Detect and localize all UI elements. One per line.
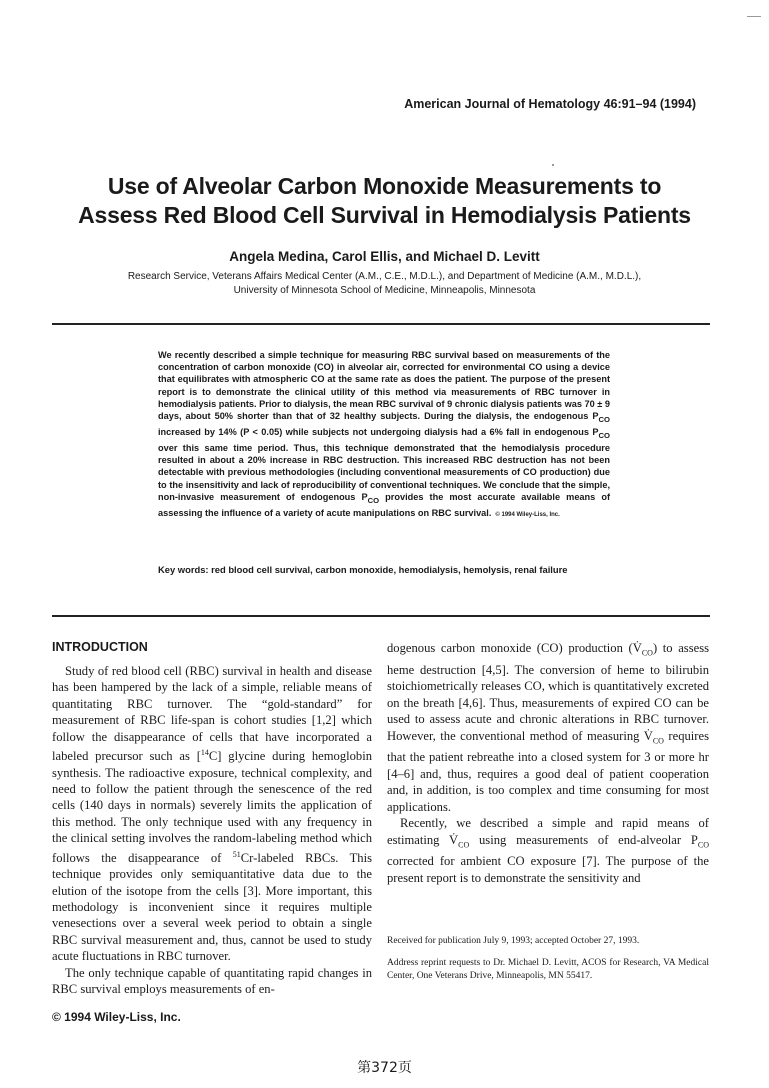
left-column: [52, 640, 372, 998]
intro-p3-sub-1: CO: [641, 648, 653, 658]
intro-p3-text-a: dogenous carbon monoxide (CO) production (V̇: [387, 641, 642, 655]
intro-p3-text-b: ) to assess heme destruction [4,5]. The conversion of heme to bilirubin stoichiometrically releases CO, which is quantitatively excreted on the breath [4,6]. Thus, measurements of expired CO can be used to assess acute and chronic alterations in RBC turnover. However, the conventional method of measuring V̇: [387, 641, 709, 743]
intro-paragraph-4: [387, 815, 709, 886]
abstract-text-2: increased by 14% (P < 0.05) while subjects not undergoing dialysis had a 6% fall in endogenous P: [158, 427, 599, 438]
journal-citation: American Journal of Hematology 46:91–94 (1994): [404, 97, 696, 111]
abstract-copyright: © 1994 Wiley-Liss, Inc.: [495, 511, 560, 518]
right-column: [387, 640, 709, 886]
affiliation: [60, 270, 709, 298]
authors: Angela Medina, Carol Ellis, and Michael D. Levitt: [229, 249, 540, 264]
intro-p1-text-b: C] glycine during hemoglobin synthesis. The radioactive exposure, technical complexity, and need to follow the patient through the senescence of the red cells (140 days in normals) severely limits the application of this method. The only technique used with any frequency in the clinical setting involves the random-labeling method which follows the disappearance of: [52, 749, 372, 865]
intro-p4-text-c: corrected for ambient CO exposure [7]. The purpose of the present report is to demonstrate the sensitivity and: [387, 854, 709, 885]
page-number: 第372页: [357, 1060, 412, 1076]
title-line-1: Use of Alveolar Carbon Monoxide Measurements to: [107, 173, 662, 199]
intro-paragraph-2: The only technique capable of quantitating rapid changes in RBC survival employs measurements of en-: [52, 965, 372, 997]
abstract: [158, 349, 610, 521]
scan-mark: [747, 16, 761, 17]
intro-body-right: [387, 640, 709, 886]
abstract-sub-3: CO: [367, 495, 380, 505]
intro-p3-text-c: requires that the patient rebreathe into a closed system for 3 or more hr [4–6] and, thus, requires a good deal of patient cooperation and, in addition, is too complex and time consuming for most applications.: [387, 728, 709, 814]
intro-p1-text-c: Cr-labeled RBCs. This technique provides only semiquantitative data due to the elution of the isotope from the cells [3]. More important, this methodology is inconvenient since it requires multiple venesections over a several week period to obtain a single RBC survival measurement and, thus, cannot be used to study acute fluctuations in RBC turnover.: [52, 850, 372, 964]
footnotes: [387, 935, 709, 983]
intro-paragraph-3: [387, 640, 709, 815]
footer-copyright: © 1994 Wiley-Liss, Inc.: [52, 1010, 181, 1024]
intro-p4-sub-1: CO: [458, 840, 470, 850]
intro-p1-text-a: Study of red blood cell (RBC) survival in health and disease has been hampered by the lack of a simple, reliable means of quantitating RBC turnover. The “gold-standard” for measurement of RBC life-span is cohort studies [1,2] which follow the disappearance of cells that have incorporated a labeled precursor such as [: [52, 664, 372, 764]
address-note: Address reprint requests to Dr. Michael D. Levitt, ACOS for Research, VA Medical Center, One Veterans Drive, Minneapolis, MN 55417.: [387, 958, 709, 981]
title-line-2: Assess Red Blood Cell Survival in Hemodialysis Patients: [78, 202, 691, 228]
top-rule: [52, 323, 710, 325]
keywords: Key words: red blood cell survival, carbon monoxide, hemodialysis, hemolysis, renal failure: [158, 564, 568, 575]
affiliation-line-1: Research Service, Veterans Affairs Medical Center (A.M., C.E., M.D.L.), and Department of Medicine (A.M., M.D.L.),: [127, 271, 642, 282]
abstract-sub-1: CO: [598, 414, 610, 424]
intro-p1-sup-2: 51: [232, 849, 241, 859]
abstract-sub-2: CO: [598, 430, 610, 440]
abstract-text-4: provides the most accurate available means of assessing the influence of a variety of acute manipulations on RBC survival.: [158, 491, 611, 518]
bottom-rule: [52, 615, 710, 617]
intro-p4-sub-2: CO: [697, 840, 709, 850]
received-note: Received for publication July 9, 1993; accepted October 27, 1993.: [387, 936, 640, 946]
intro-body-left: [52, 663, 372, 998]
intro-p1-sup-1: 14: [200, 748, 209, 758]
intro-p4-text-a: Recently, we described a simple and rapid means of estimating V̇: [387, 816, 709, 847]
article-title: [40, 172, 729, 230]
affiliation-line-2: University of Minnesota School of Medicine, Minneapolis, Minnesota: [233, 285, 536, 296]
intro-p4-text-b: using measurements of end-alveolar P: [469, 832, 698, 847]
intro-p3-sub-2: CO: [652, 736, 664, 746]
intro-paragraph-1: [52, 663, 372, 965]
intro-heading: INTRODUCTION: [52, 640, 148, 654]
scan-dot: [552, 164, 554, 166]
abstract-text-1: We recently described a simple technique for measuring RBC survival based on measurements of the concentration of carbon monoxide (CO) in alveolar air, corrected for environmental CO using a device that equilibrates with atmospheric CO at the same rate as does the patient. The purpose of the present report is to demonstrate the clinical utility of this method via measurements of RBC turnover in hemodialysis patients. Prior to dialysis, the mean RBC survival of 9 chronic dialysis patients was 70 ± 9 days, about 50% shorter than that of 32 healthy subjects. During the dialysis, the endogenous P: [158, 350, 610, 422]
abstract-text-3: over this same time period. Thus, this technique demonstrated that the hemodialysis procedure resulted in about a 20% increase in RBC destruction. This increased RBC destruction has not been detectable with previous methodologies (including conventional measurements of CO production) due to the insensitivity and lack of reproducibility of conventional techniques. We conclude that the simple, non-invasive measurement of endogenous P: [158, 443, 610, 502]
